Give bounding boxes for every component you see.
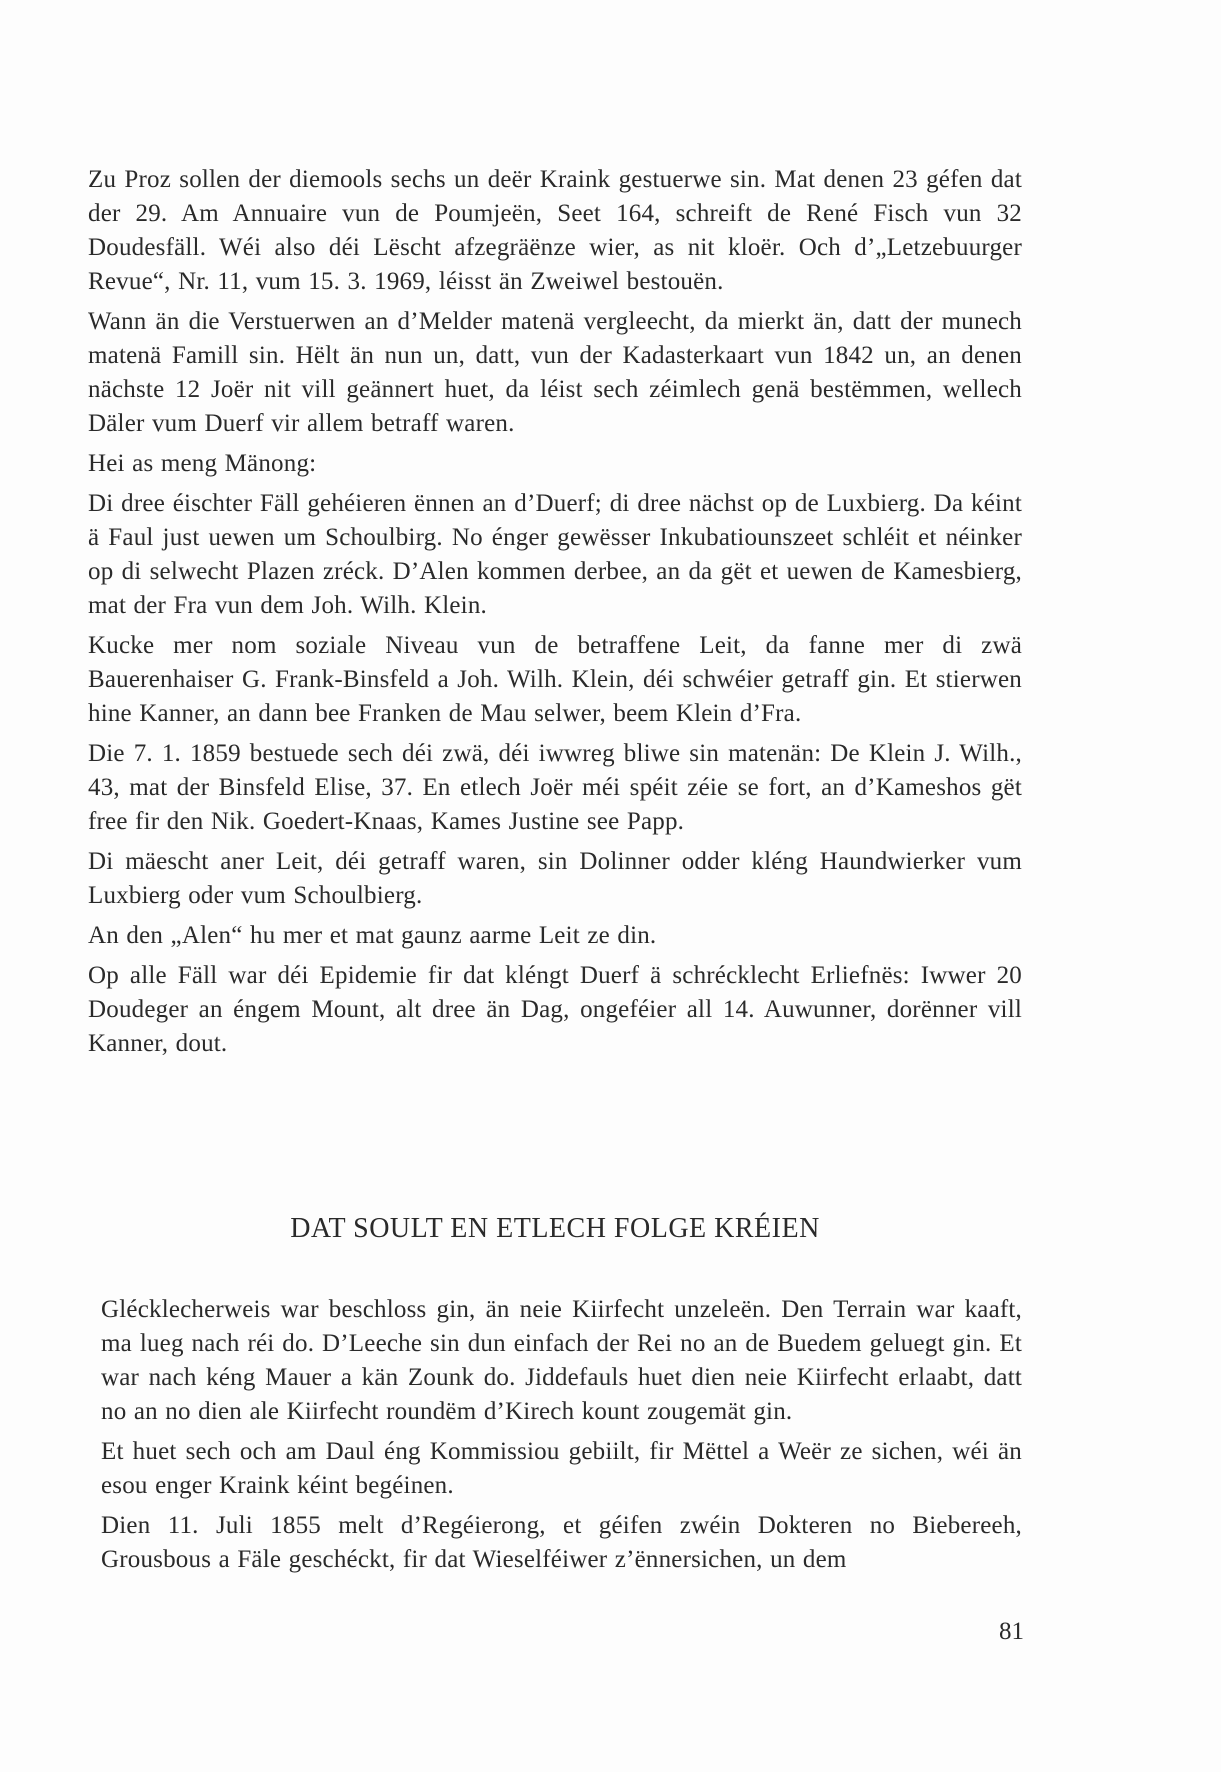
paragraph: Wann än die Verstuerwen an d’Melder matenä vergleecht, da mierkt än, datt der munech matenä Famill sin. Hëlt än nun un, datt, vun der Kadasterkaart vun 1842 un, an denen nächste 12 Joër nit vill geännert huet, da léist sech zéimlech genä bestëmmen, wellech Däler vum Duerf vir allem betraff waren. [88,308,1022,437]
section-heading: DAT SOULT EN ETLECH FOLGE KRÉIEN [290,1213,820,1244]
paragraph: An den „Alen“ hu mer et mat gaunz aarme Leit ze din. [88,922,657,949]
paragraph: Dien 11. Juli 1855 melt d’Regéierong, et géifen zwéin Dokteren no Biebereeh, Grousbous a Fäle geschéckt, fir dat Wieselféiwer z’ënnersichen, un dem [101,1512,1022,1573]
paragraph: Di mäescht aner Leit, déi getraff waren, sin Dolinner odder kléng Haundwierker vum Luxbierg oder vum Schoulbierg. [88,848,1022,909]
paragraph: Di dree éischter Fäll gehéieren ënnen an d’Duerf; di dree nächst op de Luxbierg. Da kéint ä Faul just uewen um Schoulbirg. No énger gewësser Inkubatiounszeet schléit et néinker op di selwecht Plazen zréck. D’Alen kommen derbee, an da gët et uewen de Kamesbierg, mat der Fra vun dem Joh. Wilh. Klein. [88,490,1022,619]
paragraph: Et huet sech och am Daul éng Kommissiou gebiilt, fir Mëttel a Weër ze sichen, wéi än esou enger Kraink kéint begéinen. [101,1438,1022,1499]
page-number: 81 [999,1618,1024,1645]
paragraph: Op alle Fäll war déi Epidemie fir dat kléngt Duerf ä schrécklecht Erliefnës: Iwwer 20 Doudeger an éngem Mount, alt dree än Dag, ongeféier all 14. Auwunner, dorënner vill Kanner, dout. [88,962,1022,1057]
paragraph: Glécklecherweis war beschloss gin, än neie Kiirfecht unzeleën. Den Terrain war kaaft, ma lueg nach réi do. D’Leeche sin dun einfach der Rei no an de Buedem geluegt gin. Et war nach kéng Mauer a kän Zounk do. Jiddefauls huet dien neie Kiirfecht erlaabt, datt no an no dien ale Kiirfecht roundëm d’Kirech kount zougemät gin. [101,1296,1022,1425]
paragraph: Kucke mer nom soziale Niveau vun de betraffene Leit, da fanne mer di zwä Bauerenhaiser G. Frank-Binsfeld a Joh. Wilh. Klein, déi schwéier getraff gin. Et stierwen hine Kanner, an dann bee Franken de Mau selwer, beem Klein d’Fra. [88,632,1022,727]
paragraph: Zu Proz sollen der diemools sechs un deër Kraink gestuerwe sin. Mat denen 23 géfen dat der 29. Am Annuaire vun de Poumjeën, Seet 164, schreift de René Fisch vun 32 Doudesfäll. Wéi also déi Lëscht afzegräënze wier, as nit kloër. Och d’„Letzebuurger Revue“, Nr. 11, vum 15. 3. 1969, léisst än Zweiwel bestouën. [88,166,1022,295]
paragraph: Hei as meng Mänong: [88,450,317,477]
paragraph: Die 7. 1. 1859 bestuede sech déi zwä, déi iwwreg bliwe sin matenän: De Klein J. Wilh., 43, mat der Binsfeld Elise, 37. En etlech Joër méi spéit zéie se fort, an d’Kameshos gët free fir den Nik. Goedert-Knaas, Kames Justine see Papp. [88,740,1022,835]
section-2-body [101,1293,1022,1583]
section-1-body [88,163,1022,1067]
